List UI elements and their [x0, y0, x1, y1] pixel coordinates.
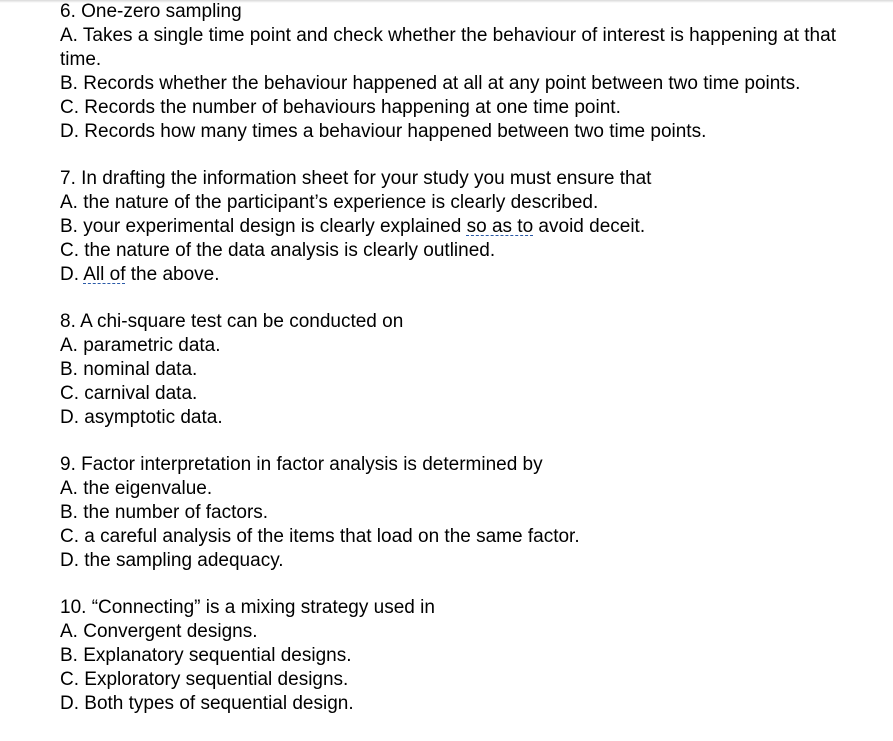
option-b: B. the number of factors. — [60, 502, 269, 523]
question-9 — [60, 453, 860, 573]
question-10 — [60, 596, 860, 716]
document-body — [60, 0, 860, 739]
option-d: D. Records how many times a behaviour happened between two time points. — [60, 121, 707, 142]
question-stem: 7. In drafting the information sheet for your study you must ensure that — [60, 168, 652, 189]
question-stem: 6. One-zero sampling — [60, 1, 242, 22]
question-stem: 8. A chi-square test can be conducted on — [60, 311, 404, 332]
option-d — [60, 263, 860, 287]
option-b-text: B. your experimental design is clearly explained — [60, 216, 467, 237]
option-b: B. Explanatory sequential designs. — [60, 645, 352, 666]
question-stem: 10. “Connecting” is a mixing strategy used in — [60, 597, 435, 618]
option-a: A. parametric data. — [60, 335, 221, 356]
option-a: A. Convergent designs. — [60, 621, 258, 642]
option-d-text-end: the above. — [125, 264, 220, 285]
question-8 — [60, 310, 860, 430]
option-d: D. asymptotic data. — [60, 407, 223, 428]
question-stem: 9. Factor interpretation in factor analysis is determined by — [60, 454, 543, 475]
option-a: A. the nature of the participant’s experience is clearly described. — [60, 192, 599, 213]
option-a: A. the eigenvalue. — [60, 478, 213, 499]
option-d: D. Both types of sequential design. — [60, 693, 354, 714]
option-c: C. a careful analysis of the items that load on the same factor. — [60, 526, 580, 547]
grammar-flag[interactable]: so as to — [466, 216, 534, 237]
question-7 — [60, 167, 860, 287]
question-6 — [60, 0, 860, 144]
grammar-flag[interactable]: All of — [83, 264, 126, 285]
option-b-text-end: avoid deceit. — [533, 216, 646, 237]
option-c: C. Exploratory sequential designs. — [60, 669, 349, 690]
option-c: C. Records the number of behaviours happening at one time point. — [60, 97, 621, 118]
option-b — [60, 215, 860, 239]
option-b: B. Records whether the behaviour happened at all at any point between two time points. — [60, 73, 801, 94]
option-d-prefix: D. — [60, 264, 84, 285]
option-c: C. the nature of the data analysis is clearly outlined. — [60, 240, 496, 261]
option-d: D. the sampling adequacy. — [60, 550, 284, 571]
option-b: B. nominal data. — [60, 359, 198, 380]
option-a: A. Takes a single time point and check whether the behaviour of interest is happening at that time. — [60, 25, 836, 70]
option-c: C. carnival data. — [60, 383, 198, 404]
